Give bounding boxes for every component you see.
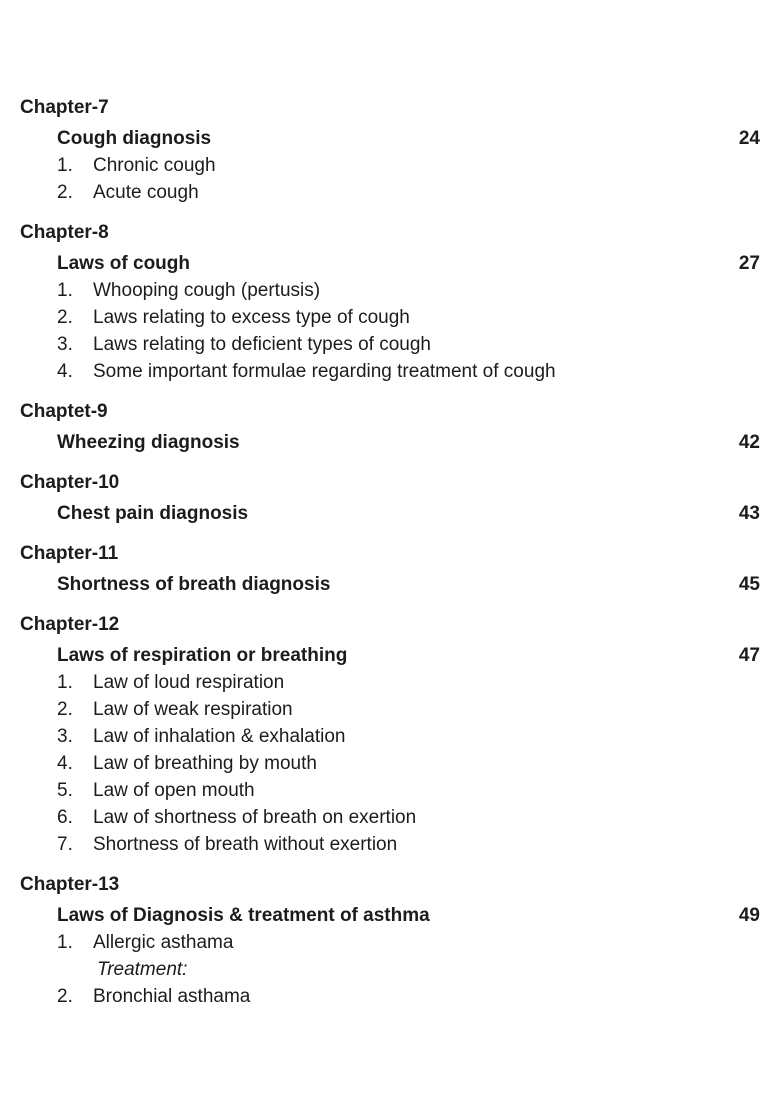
toc-section bbox=[20, 469, 760, 527]
page-number: 24 bbox=[738, 128, 760, 149]
chapter-label: Chapter-12 bbox=[20, 614, 120, 635]
page-number: 42 bbox=[738, 432, 760, 453]
page-number: 45 bbox=[738, 574, 760, 595]
item-note: Treatment: bbox=[97, 959, 188, 980]
item-text: Acute cough bbox=[93, 182, 199, 203]
item-number: 1. bbox=[57, 672, 73, 693]
chapter-label: Chapter-11 bbox=[20, 543, 119, 564]
chapter-title-row bbox=[20, 250, 760, 277]
page-number: 27 bbox=[738, 253, 760, 274]
item-number: 4. bbox=[57, 361, 73, 382]
table-of-contents bbox=[20, 94, 760, 1010]
list-item bbox=[20, 777, 760, 804]
item-number: 2. bbox=[57, 182, 73, 203]
item-text: Chronic cough bbox=[93, 155, 216, 176]
item-text: Laws relating to deficient types of cough bbox=[93, 334, 431, 355]
list-item bbox=[20, 831, 760, 858]
chapter-label: Chapter-13 bbox=[20, 874, 120, 895]
item-number: 5. bbox=[57, 780, 73, 801]
item-text: Law of shortness of breath on exertion bbox=[93, 807, 417, 828]
item-text: Laws relating to excess type of cough bbox=[93, 307, 410, 328]
chapter-label: Chapter-10 bbox=[20, 472, 120, 493]
toc-section bbox=[20, 871, 760, 1010]
item-text: Shortness of breath without exertion bbox=[93, 834, 398, 855]
item-text: Whooping cough (pertusis) bbox=[93, 280, 321, 301]
list-item bbox=[20, 750, 760, 777]
item-text: Bronchial asthama bbox=[93, 986, 251, 1007]
item-number: 1. bbox=[57, 932, 73, 953]
list-item bbox=[20, 669, 760, 696]
chapter-label: Chaptet-9 bbox=[20, 401, 108, 422]
chapter-title-row bbox=[20, 571, 760, 598]
list-item bbox=[20, 696, 760, 723]
toc-section bbox=[20, 398, 760, 456]
item-text: Law of inhalation & exhalation bbox=[93, 726, 346, 747]
item-number: 4. bbox=[57, 753, 73, 774]
toc-section bbox=[20, 219, 760, 385]
list-item bbox=[20, 723, 760, 750]
item-number: 6. bbox=[57, 807, 73, 828]
chapter-title-row bbox=[20, 902, 760, 929]
list-item bbox=[20, 304, 760, 331]
item-number: 7. bbox=[57, 834, 73, 855]
item-text: Law of breathing by mouth bbox=[93, 753, 317, 774]
list-item bbox=[20, 358, 760, 385]
item-text: Law of weak respiration bbox=[93, 699, 293, 720]
list-item bbox=[20, 277, 760, 304]
chapter-title: Shortness of breath diagnosis bbox=[57, 574, 331, 595]
item-number: 2. bbox=[57, 699, 73, 720]
item-number: 1. bbox=[57, 155, 73, 176]
page-number: 49 bbox=[738, 905, 760, 926]
item-number: 2. bbox=[57, 307, 73, 328]
item-text: Law of open mouth bbox=[93, 780, 255, 801]
item-text: Some important formulae regarding treatment of cough bbox=[93, 361, 556, 382]
page-number: 43 bbox=[738, 503, 760, 524]
item-text: Allergic asthama bbox=[93, 932, 234, 953]
chapter-title-row bbox=[20, 429, 760, 456]
chapter-title-row bbox=[20, 125, 760, 152]
page-number: 47 bbox=[738, 645, 760, 666]
toc-section bbox=[20, 94, 760, 206]
chapter-title: Laws of respiration or breathing bbox=[57, 645, 348, 666]
chapter-title: Laws of cough bbox=[57, 253, 190, 274]
list-item bbox=[20, 331, 760, 358]
list-item bbox=[20, 179, 760, 206]
list-item bbox=[20, 983, 760, 1010]
chapter-title: Chest pain diagnosis bbox=[57, 503, 249, 524]
chapter-label: Chapter-8 bbox=[20, 222, 109, 243]
chapter-title-row bbox=[20, 642, 760, 669]
item-number: 2. bbox=[57, 986, 73, 1007]
chapter-title-row bbox=[20, 500, 760, 527]
list-item bbox=[20, 804, 760, 831]
chapter-title: Wheezing diagnosis bbox=[57, 432, 240, 453]
item-number: 3. bbox=[57, 726, 73, 747]
list-item bbox=[20, 152, 760, 179]
item-text: Law of loud respiration bbox=[93, 672, 285, 693]
list-item bbox=[20, 929, 760, 956]
item-number: 3. bbox=[57, 334, 73, 355]
chapter-title: Cough diagnosis bbox=[57, 128, 212, 149]
toc-section bbox=[20, 611, 760, 858]
chapter-label: Chapter-7 bbox=[20, 97, 109, 118]
item-number: 1. bbox=[57, 280, 73, 301]
toc-section bbox=[20, 540, 760, 598]
chapter-title: Laws of Diagnosis & treatment of asthma bbox=[57, 905, 430, 926]
